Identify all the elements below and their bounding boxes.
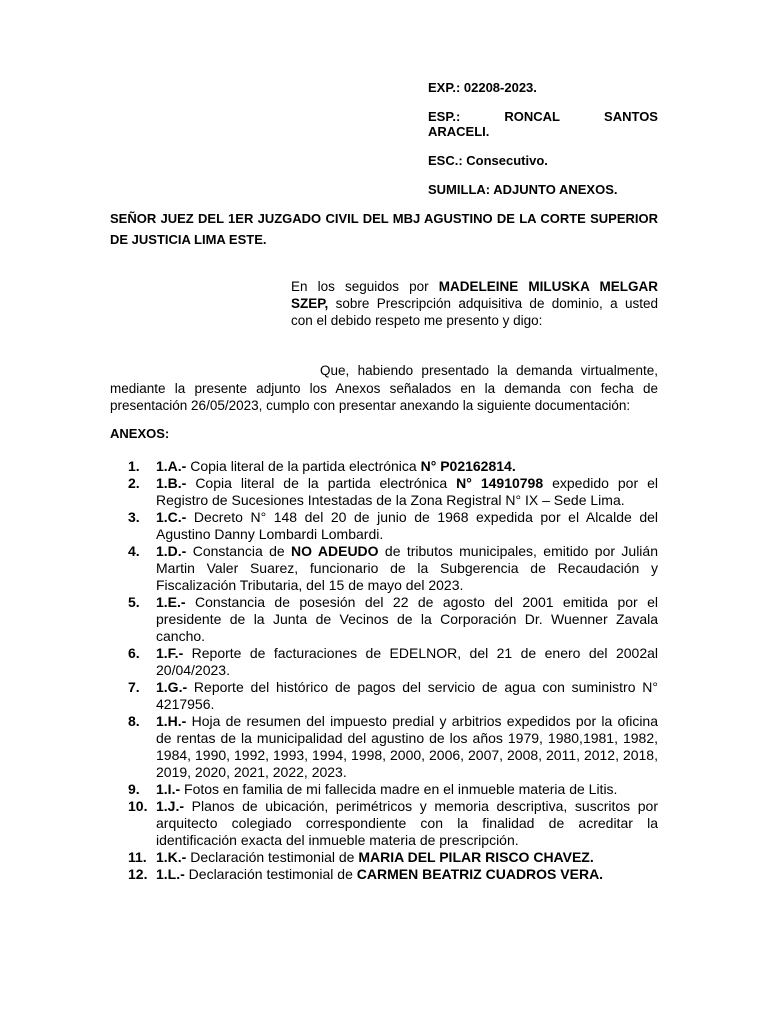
item-code: 1.E.- [156,594,186,610]
item-pre: Decreto N° 148 del 20 de junio de 1968 expedida por el Alcalde del Agustino Danny Lombardi Lombardi. [156,509,658,542]
item-pre: Reporte de facturaciones de EDELNOR, del 21 de enero del 2002al 20/04/2023. [156,645,658,678]
item-code: 1.G.- [156,679,188,695]
item-text [156,866,658,883]
item-text [156,849,658,866]
escrito-line: ESC.: Consecutivo. [428,153,548,168]
addressee: SEÑOR JUEZ DEL 1ER JUZGADO CIVIL DEL MBJ AGUSTINO DE LA CORTE SUPERIOR DE JUSTICIA LIMA ESTE. [110,211,658,247]
item-number: 9. [128,781,140,797]
list-item [110,645,658,679]
item-text [156,645,658,679]
list-item [110,594,658,645]
body-paragraph [110,362,658,415]
item-text [156,543,658,594]
list-item [110,458,658,475]
especialista-line [428,109,658,139]
item-text [156,679,658,713]
item-bold: N° P02162814. [420,458,516,474]
item-post: de tributos municipales, emitido por Julián Martin Valer Suarez, funcionario de la Subgerencia de Recaudación y Fiscalización Tributaria, del 15 de mayo del 2023. [156,543,658,593]
item-pre: Constancia de posesión del 22 de agosto del 2001 emitida por el presidente de la Junta de Vecinos de la Corporación Dr. Wuenner Zavala cancho. [156,594,658,644]
item-post: expedido por el Registro de Sucesiones Intestadas de la Zona Registral N° IX – Sede Lima. [156,475,658,508]
expediente-line: EXP.: 02208-2023. [428,80,537,95]
item-pre: Hoja de resumen del impuesto predial y arbitrios expedidos por la oficina de rentas de la municipalidad del agustino de los años 1979, 1980,1981, 1982, 1984, 1990, 1992, 1993, 1994, 1998, 2000, 2006, 2007, 2008, 2011, 2012, 2018, 2019, 2020, 2021, 2022, 2023. [156,713,658,780]
item-pre: Fotos en familia de mi fallecida madre en el inmueble materia de Litis. [180,781,618,797]
list-item [110,509,658,543]
item-number: 10. [128,798,148,814]
body-text: Que, habiendo presentado la demanda virtualmente, mediante la presente adjunto los Anexos señalados en la demanda con fecha de presentación 26/05/2023, cumplo con presentar anexando la siguiente documentación: [110,363,658,413]
intro-post: sobre Prescripción adquisitiva de dominio, a usted con el debido respeto me presento y digo: [291,296,658,328]
item-code: 1.I.- [156,781,181,797]
sumilla-line: SUMILLA: ADJUNTO ANEXOS. [428,182,618,197]
plaintiff-name: MADELEINE MILUSKA MELGAR SZEP, [291,279,658,311]
item-code: 1.D.- [156,543,187,559]
item-bold: N° 14910798 [456,475,544,491]
list-item [110,798,658,849]
item-code: 1.A.- [156,458,187,474]
especialista-label: ESP.: [428,109,461,124]
item-pre: Copia literal de la partida electrónica [186,475,457,491]
item-bold: MARIA DEL PILAR RISCO CHAVEZ. [358,849,594,865]
list-item [110,543,658,594]
item-code: 1.F.- [156,645,184,661]
item-text [156,458,658,475]
item-number: 5. [128,594,140,610]
item-pre: Declaración testimonial de [184,866,357,882]
item-code: 1.K.- [156,849,187,865]
list-item [110,781,658,798]
item-pre: Reporte del histórico de pagos del servicio de agua con suministro N° 4217956. [156,679,658,712]
item-number: 8. [128,713,140,729]
item-bold: CARMEN BEATRIZ CUADROS VERA. [356,866,604,882]
item-pre: Copia literal de la partida electrónica [186,458,421,474]
item-number: 2. [128,475,140,491]
item-code: 1.H.- [156,713,187,729]
item-text [156,713,658,781]
item-number: 7. [128,679,140,695]
list-item [110,713,658,781]
list-item [110,475,658,509]
especialista-name-2: SANTOS [604,109,658,124]
intro-pre: En los seguidos por [291,279,439,294]
list-item [110,866,658,883]
item-code: 1.B.- [156,475,187,491]
item-text [156,781,658,798]
item-pre: Constancia de [186,543,292,559]
item-code: 1.C.- [156,509,187,525]
item-number: 12. [128,866,148,882]
list-item [110,849,658,866]
case-header [428,80,658,211]
especialista-name-3: ARACELI. [428,124,490,139]
anexos-list [110,458,658,883]
item-text [156,798,658,849]
item-text [156,594,658,645]
item-text [156,475,658,509]
anexos-title: ANEXOS: [110,426,170,441]
item-number: 4. [128,543,140,559]
item-code: 1.J.- [156,798,185,814]
item-number: 1. [128,458,140,474]
item-number: 11. [128,849,147,865]
item-number: 3. [128,509,140,525]
item-number: 6. [128,645,140,661]
item-code: 1.L.- [156,866,185,882]
item-bold: NO ADEUDO [291,543,379,559]
intro-paragraph [291,278,658,329]
item-text [156,509,658,543]
item-pre: Planos de ubicación, perimétricos y memoria descriptiva, suscritos por arquitecto colegiado correspondiente con la finalidad de acreditar la identificación exacta del inmueble materia de prescripción. [156,798,658,848]
list-item [110,679,658,713]
item-pre: Declaración testimonial de [186,849,359,865]
especialista-name-1: RONCAL [504,109,560,124]
